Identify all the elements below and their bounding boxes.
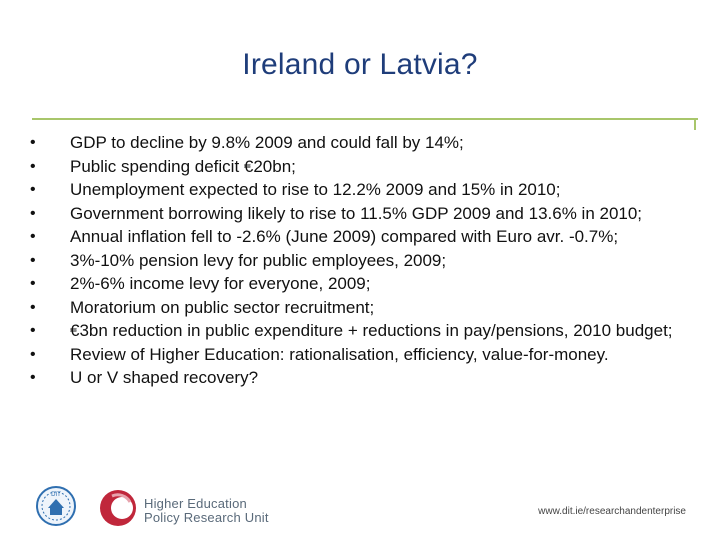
bullet-icon: • [30, 181, 36, 198]
list-item [26, 249, 696, 273]
bullet-text: Annual inflation fell to -2.6% (June 2009) compared with Euro avr. -0.7%; [70, 227, 619, 246]
bullet-text: Government borrowing likely to rise to 11.5% GDP 2009 and 13.6% in 2010; [70, 203, 643, 223]
bullet-icon: • [30, 204, 36, 222]
list-item [26, 343, 696, 367]
unit-name-line2: Policy Research Unit [144, 510, 269, 525]
bullet-icon: • [30, 251, 36, 269]
hepru-logo-icon [98, 488, 138, 528]
bullet-text: GDP to decline by 9.8% 2009 and could fall by 14%; [70, 133, 464, 152]
bullet-text: Moratorium on public sector recruitment; [70, 297, 375, 317]
title-divider-cap [694, 118, 696, 130]
list-item [26, 155, 696, 179]
bullet-icon: • [30, 345, 36, 363]
list-item [26, 225, 696, 249]
bullet-icon: • [30, 298, 36, 316]
list-item [26, 131, 696, 155]
dit-crest-logo [36, 484, 76, 528]
slide-title: Ireland or Latvia? [242, 48, 478, 81]
bullet-text: Unemployment expected to rise to 12.2% 2009 and 15% in 2010; [70, 180, 561, 199]
bullet-icon: • [30, 322, 36, 339]
bullet-text: €3bn reduction in public expenditure + reductions in pay/pensions, 2010 budget; [70, 321, 673, 340]
bullet-icon: • [30, 369, 36, 386]
list-item [26, 319, 696, 343]
bullet-icon: • [30, 157, 36, 175]
list-item [26, 296, 696, 320]
crest-text: DIT [51, 492, 61, 498]
slide-footer [36, 484, 686, 530]
list-item [26, 202, 696, 226]
title-divider [32, 118, 698, 120]
unit-name-line1: Higher Education [144, 496, 247, 511]
list-item [26, 178, 696, 202]
bullet-icon: • [30, 275, 36, 292]
bullet-text: U or V shaped recovery? [70, 368, 259, 387]
bullet-icon: • [30, 228, 36, 245]
bullet-list [26, 131, 696, 390]
bullet-text: Review of Higher Education: rationalisation, efficiency, value-for-money. [70, 344, 609, 364]
bullet-icon: • [30, 134, 36, 151]
bullet-text: 2%-6% income levy for everyone, 2009; [70, 274, 371, 293]
list-item [26, 366, 696, 390]
bullet-text: 3%-10% pension levy for public employees, 2009; [70, 250, 447, 270]
footer-url-link[interactable]: www.dit.ie/researchandenterprise [538, 506, 686, 517]
bullet-text: Public spending deficit €20bn; [70, 156, 296, 176]
list-item [26, 272, 696, 296]
